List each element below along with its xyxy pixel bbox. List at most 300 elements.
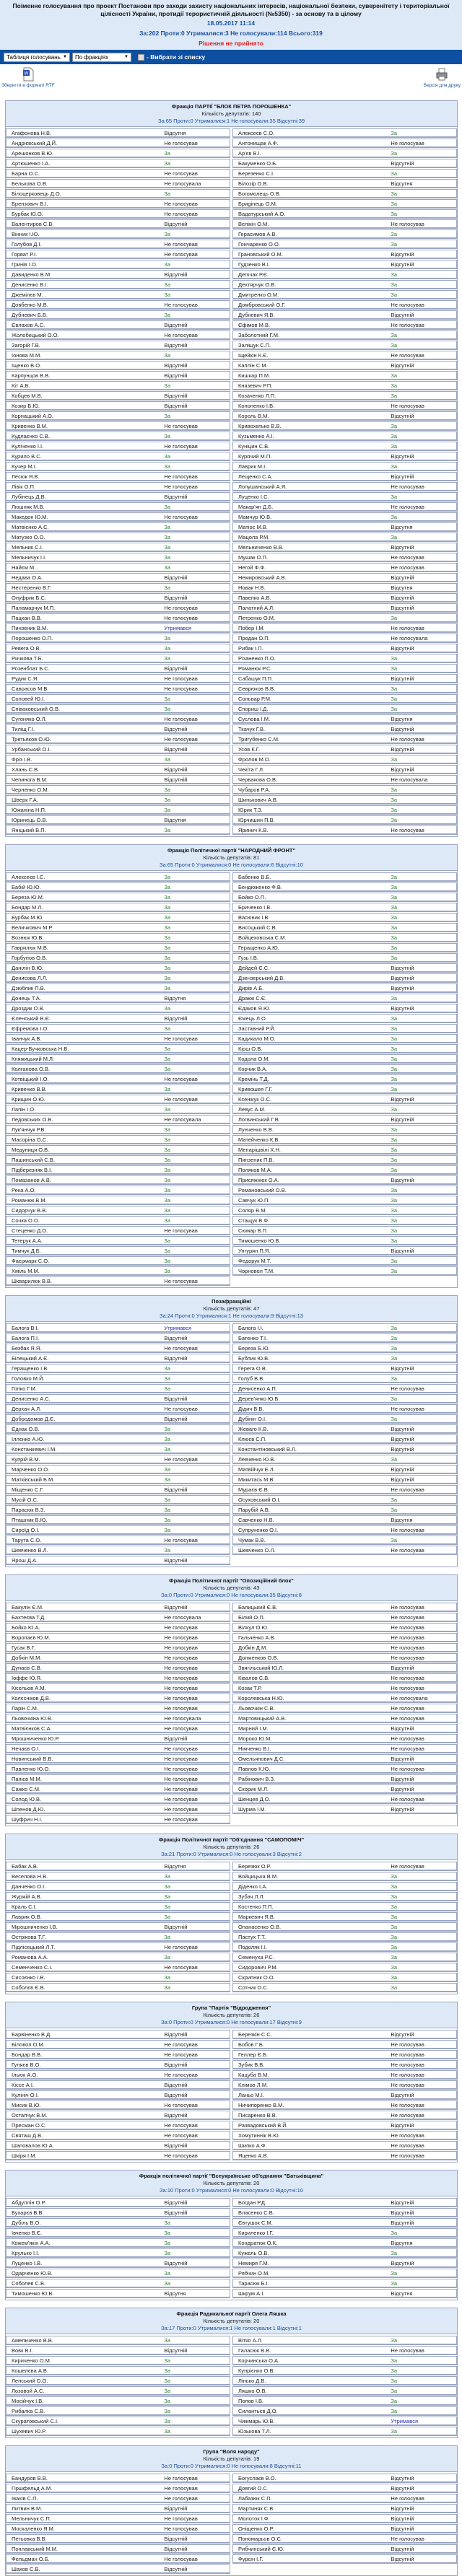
deputy-name: Фурсін І.Г. — [238, 2555, 263, 2562]
deputy-row — [6, 209, 230, 219]
deputy-vote: За — [164, 564, 171, 571]
deputy-row — [6, 1323, 230, 1333]
deputy-vote: Не голосував — [164, 1405, 198, 1412]
deputy-name: Балицький Є.В. — [238, 1603, 278, 1611]
deputy-name: Дерхач А.Л. — [12, 1405, 42, 1412]
deputy-row — [6, 2198, 230, 2207]
deputy-name: Лопушанський А.Я. — [238, 483, 287, 490]
deputy-vote: Відсутній — [164, 1603, 188, 1611]
deputy-name: Маркевич Я.В. — [238, 1913, 275, 1920]
deputy-name: Мороко Ю.М. — [238, 1735, 272, 1742]
deputy-vote: Відсутній — [164, 574, 188, 581]
deputy-vote: Відсутній — [391, 1785, 414, 1792]
deputy-name: Антонищак А.Ф. — [238, 139, 279, 146]
deputy-name: Рябчин О.М. — [238, 2269, 270, 2277]
deputy-name: Семенченко С.І. — [12, 1963, 53, 1971]
deputy-vote: За — [391, 614, 398, 621]
deputy-name: Тригубенко С.М. — [238, 735, 280, 742]
deputy-row — [6, 825, 230, 835]
deputy-name: Петьовка В.В. — [12, 2535, 47, 2542]
deputy-row — [232, 361, 457, 370]
deputy-vote: За — [164, 1126, 171, 1133]
deputy-name: Чижмарь Ю.В. — [238, 2417, 275, 2424]
deputy-name: Яценко А.В. — [238, 2152, 269, 2159]
deputy-name: Попов І.В. — [238, 2397, 264, 2404]
deputy-name: Осуховський О.І. — [238, 1496, 281, 1503]
deputy-row — [6, 1155, 230, 1165]
deputy-row — [6, 2356, 230, 2365]
deputy-row — [6, 2131, 230, 2140]
deputy-name: Величкович М.Р. — [12, 924, 53, 931]
deputy-row — [6, 1135, 230, 1144]
deputy-row — [6, 1024, 230, 1033]
vote-result: Рішення не прийнято — [199, 40, 263, 47]
deputy-vote: За — [391, 1146, 398, 1153]
deputy-vote: За — [164, 954, 171, 961]
deputy-name: Бобов Г.Б. — [238, 2041, 264, 2048]
deputy-row — [232, 2376, 457, 2386]
deputy-vote: Не голосував — [391, 2142, 424, 2149]
deputy-vote: За — [164, 159, 171, 167]
deputy-vote: За — [391, 1506, 398, 1513]
deputy-vote: Не голосував — [164, 1943, 198, 1950]
deputy-row — [6, 2218, 230, 2227]
deputy-name: Алексеєв І.С. — [12, 873, 45, 880]
deputy-vote: Відсутній — [164, 1354, 188, 1362]
deputy-row — [232, 512, 457, 522]
deputy-vote: За — [391, 685, 398, 692]
deputy-name: Скорик М.Л. — [238, 1785, 269, 1792]
deputy-name: Бакуменко О.Б. — [238, 159, 278, 167]
deputy-row — [232, 1525, 457, 1535]
deputy-vote: Не голосував — [164, 2051, 198, 2058]
deputy-row — [6, 2259, 230, 2268]
deputy-name: Гузь І.В. — [238, 954, 258, 961]
deputy-row — [6, 381, 230, 390]
deputy-vote: За — [391, 200, 398, 207]
deputy-vote: Не голосував — [164, 250, 198, 258]
deputy-vote: За — [391, 786, 398, 793]
deputy-name: Юринець О.В. — [12, 816, 48, 823]
deputy-name: Пацкан В.В. — [12, 614, 42, 621]
deputy-vote: За — [391, 1536, 398, 1543]
deputy-name: Романова А.А. — [12, 1953, 48, 1961]
deputy-row — [232, 240, 457, 249]
deputy-vote: За — [391, 331, 398, 338]
deputy-row — [6, 2524, 230, 2533]
deputy-vote: Відсутній — [391, 2525, 414, 2532]
deputy-row — [232, 1064, 457, 1074]
deputy-row — [6, 1354, 230, 1363]
deputy-name: Шаповалов Ю.А. — [12, 2142, 54, 2149]
deputy-vote: За — [391, 1903, 398, 1910]
deputy-name: Балога П.І. — [12, 1334, 40, 1341]
deputy-name: Вілкул О.Ю. — [238, 1624, 269, 1631]
deputy-name: Чепинога В.М. — [12, 776, 48, 783]
deputy-row — [232, 933, 457, 942]
deputy-name: Діденко І.А. — [238, 1883, 268, 1890]
deputy-row — [232, 189, 457, 198]
deputy-vote: Не голосував — [164, 1634, 198, 1641]
deputy-name: Івахів С.П. — [12, 2494, 38, 2502]
deputy-name: Кодола О.М. — [238, 1055, 270, 1062]
deputy-vote: За — [164, 634, 171, 641]
deputy-row — [232, 2417, 457, 2426]
deputy-name: Шипко А.Ф. — [238, 2142, 267, 2149]
deputy-row — [6, 1754, 230, 1764]
deputy-vote: Відсутній — [391, 250, 414, 258]
deputy-vote: Відсутній — [391, 974, 414, 981]
deputy-vote: Відсутній — [391, 412, 414, 419]
faction-header — [6, 2002, 457, 2028]
deputy-vote: Відсутня — [164, 1862, 186, 1870]
deputy-vote: Не голосував — [164, 1644, 198, 1651]
deputy-name: Краль С.І. — [12, 1903, 37, 1910]
deputy-name: Кужель О.В. — [238, 2249, 269, 2256]
deputy-row — [232, 654, 457, 663]
deputy-name: Мураєв Є.В. — [238, 1486, 269, 1493]
deputy-name: Білозір О.В. — [238, 180, 269, 187]
deputy-row — [232, 1795, 457, 1804]
view-select[interactable] — [4, 53, 70, 62]
faction-block — [5, 2308, 458, 2438]
deputy-row — [232, 1515, 457, 1525]
deputy-row — [6, 1535, 230, 1545]
deputy-vote: За — [391, 240, 398, 247]
deputy-vote: Не голосувала — [391, 634, 428, 641]
deputy-row — [6, 1414, 230, 1424]
deputy-row — [232, 2336, 457, 2345]
deputy-vote: Відсутній — [391, 1116, 414, 1123]
deputy-row — [6, 330, 230, 340]
deputy-vote: Відсутній — [164, 321, 188, 328]
deputy-row — [232, 421, 457, 431]
deputy-vote: За — [164, 2239, 171, 2246]
deputy-name: Курило В.С. — [12, 452, 42, 460]
deputy-name: Немировський А.В. — [238, 574, 287, 581]
deputy-vote: За — [391, 1913, 398, 1920]
deputy-name: Німченко В.І. — [238, 1745, 271, 1752]
deputy-row — [232, 1963, 457, 1972]
deputy-row — [6, 634, 230, 643]
deputy-row — [6, 913, 230, 922]
deputy-name: Головко М.Й. — [12, 1375, 45, 1382]
deputy-name: Ничипоренко В.М. — [238, 2101, 284, 2108]
deputy-name: Козир Б.Ю. — [12, 402, 40, 409]
deputy-name: Костенко П.П. — [238, 1903, 274, 1910]
deputy-vote: За — [391, 934, 398, 941]
deputy-name: Мельник С.І. — [12, 543, 43, 551]
deputy-row — [232, 1206, 457, 1215]
deputy-name: Юрик Т.З. — [238, 806, 263, 813]
deputy-row — [6, 1455, 230, 1464]
deputy-name: Єленський В.Є. — [12, 1015, 51, 1022]
deputy-name: Лозовой А.С. — [12, 2387, 45, 2394]
deputy-vote: За — [391, 1324, 398, 1331]
deputy-name: Чорновол Т.М. — [238, 1267, 275, 1274]
deputy-row — [6, 1445, 230, 1454]
chevron-down-icon: ▼ — [63, 55, 67, 59]
deputy-name: Єфімов М.В. — [238, 321, 271, 328]
deputy-vote: Не голосував — [164, 513, 198, 520]
deputy-vote: За — [391, 422, 398, 429]
deputy-name: Мамчур Ю.В. — [238, 513, 272, 520]
deputy-row — [6, 361, 230, 370]
deputy-name: Шверк Г.А. — [12, 796, 38, 803]
deputy-vote: Не голосував — [164, 1664, 198, 1671]
deputy-name: Бабенко В.Б. — [238, 873, 271, 880]
deputy-name: Зубач Л.Л. — [238, 1893, 265, 1900]
deputy-row — [6, 2090, 230, 2100]
deputy-name: Соловей Ю.І. — [12, 695, 45, 702]
deputy-row — [6, 943, 230, 952]
deputy-row — [6, 735, 230, 744]
deputy-row — [232, 1724, 457, 1733]
faction-deputy-count: Кількість депутатів: 20 — [203, 2180, 260, 2186]
deputy-row — [232, 2534, 457, 2544]
deputy-name: Пинзеник В.М. — [12, 624, 48, 631]
deputy-row — [6, 745, 230, 754]
deputy-row — [232, 1216, 457, 1225]
faction-name: Фракція Політичної партії "НАРОДНИЙ ФРОНТ" — [167, 847, 296, 854]
deputy-name: Левус А.М. — [238, 1105, 266, 1113]
deputy-row — [232, 1603, 457, 1612]
deputy-vote: За — [391, 2229, 398, 2236]
deputy-vote: За — [391, 1085, 398, 1092]
deputy-name: Льовочкін С.В. — [238, 1704, 275, 1712]
deputy-name: Павленко Ю.О. — [12, 1765, 51, 1772]
deputy-row — [232, 1085, 457, 1094]
deputy-row — [232, 553, 457, 562]
deputy-vote: За — [164, 1085, 171, 1092]
deputy-name: Стащук В.Ф. — [238, 1217, 270, 1224]
deputy-row — [232, 320, 457, 330]
deputy-name: Бойко Ю.А. — [12, 1624, 40, 1631]
deputy-name: Княжицький М.Л. — [12, 1055, 55, 1062]
faction-name: Група "Воля народу" — [203, 2448, 260, 2455]
deputy-vote: За — [391, 1344, 398, 1351]
deputy-vote: За — [164, 190, 171, 197]
deputy-name: Черненко О.М. — [12, 786, 49, 793]
printer-icon — [435, 67, 448, 82]
deputy-name: Мусій О.С. — [12, 1496, 39, 1503]
deputy-name: Севрюков В.В. — [238, 685, 276, 692]
deputy-name: Одарченко Ю.В. — [12, 2269, 53, 2277]
deputy-name: Рибак І.П. — [238, 644, 263, 652]
deputy-name: Лещенко С.А. — [238, 473, 273, 480]
faction-block — [5, 1295, 458, 1567]
group-select[interactable] — [72, 53, 131, 62]
deputy-row — [232, 1236, 457, 1245]
deputy-row — [6, 1165, 230, 1175]
deputy-name: Савченко Н.В. — [238, 1516, 274, 1523]
deputy-name: Єдаков Я.Ю. — [238, 1004, 271, 1012]
deputy-row — [6, 775, 230, 784]
deputy-row — [232, 623, 457, 633]
save-rtf-button[interactable] — [1, 67, 55, 93]
deputy-name: Данілін В.Ю. — [12, 964, 44, 971]
deputy-row — [232, 1862, 457, 1871]
deputy-vote: Відсутній — [391, 725, 414, 732]
deputy-name: Рибчинський Є.Ю. — [238, 2545, 285, 2552]
deputy-name: Білий О.П. — [238, 1613, 265, 1621]
deputy-row — [232, 1932, 457, 1942]
deputy-name: Лабазюк С.П. — [238, 2494, 272, 2502]
deputy-vote: За — [391, 1395, 398, 1402]
deputy-name: Каплін С.М. — [238, 362, 268, 369]
deputy-name: Вітко А.Л. — [238, 2336, 263, 2344]
deputy-row — [6, 2376, 230, 2386]
deputy-vote: За — [391, 924, 398, 931]
deputy-row — [232, 2269, 457, 2278]
deputy-row — [232, 543, 457, 552]
deputy-row — [6, 1734, 230, 1743]
deputy-row — [6, 2366, 230, 2375]
deputy-vote: Не голосував — [391, 220, 424, 227]
deputy-row — [232, 472, 457, 481]
deputy-vote: За — [391, 2397, 398, 2404]
deputy-name: Марченко О.О. — [12, 1466, 50, 1473]
deputy-name: Вовк В.І. — [12, 2347, 33, 2354]
deputy-name: Гаврилюк М.В. — [12, 944, 48, 951]
deputy-row — [232, 1912, 457, 1922]
deputy-vote: Не голосував — [164, 1035, 198, 1042]
deputy-row — [232, 462, 457, 471]
deputy-name: Кацуба В.М. — [238, 2071, 269, 2078]
deputy-row — [6, 1515, 230, 1525]
deputy-name: Продан О.П. — [238, 634, 270, 641]
deputy-vote: За — [164, 1973, 171, 1981]
deputy-vote: Відсутній — [391, 543, 414, 551]
deputy-row — [6, 310, 230, 320]
deputy-vote: За — [164, 382, 171, 389]
deputy-vote: Не голосував — [164, 1227, 198, 1234]
choose-from-list-checkbox[interactable] — [138, 54, 144, 61]
deputy-vote: Відсутній — [391, 1755, 414, 1762]
deputy-row — [6, 1246, 230, 1256]
deputy-row — [232, 714, 457, 724]
deputy-vote: За — [164, 2407, 171, 2414]
deputy-row — [6, 1795, 230, 1804]
deputy-row — [232, 1653, 457, 1662]
deputy-row — [232, 179, 457, 188]
faction-block — [5, 100, 458, 837]
deputy-row — [232, 1546, 457, 1555]
deputy-name: Шахов С.В. — [12, 2565, 40, 2572]
deputy-name: Сугоняко О.Л. — [12, 715, 47, 722]
print-version-button[interactable] — [424, 67, 461, 93]
deputy-name: Романюк В.М. — [12, 1196, 47, 1204]
deputy-name: Матвієнко А.С. — [12, 523, 49, 530]
deputy-row — [232, 1495, 457, 1504]
deputy-row — [6, 1424, 230, 1434]
faction-deputy-count: Кількість депутатів: 26 — [203, 1844, 260, 1850]
deputy-vote: Відсутній — [164, 2061, 188, 2068]
deputy-row — [232, 664, 457, 673]
faction-header — [6, 2308, 457, 2334]
deputy-row — [6, 2248, 230, 2258]
deputy-vote: Відсутня — [391, 1516, 413, 1523]
deputy-vote: За — [391, 1156, 398, 1163]
deputy-vote: Не голосував — [164, 2484, 198, 2492]
deputy-row — [6, 872, 230, 882]
deputy-name: Семенуха Р.С. — [238, 1953, 274, 1961]
deputy-row — [6, 1892, 230, 1901]
deputy-name: Лунченко В.В. — [238, 1126, 274, 1133]
deputy-vote: За — [164, 924, 171, 931]
deputy-name: Денисенко А.П. — [238, 1385, 277, 1392]
deputy-name: Новак Н.В. — [238, 584, 266, 591]
deputy-vote: За — [164, 755, 171, 763]
deputy-vote: За — [164, 584, 171, 591]
deputy-row — [6, 644, 230, 653]
deputy-row — [6, 351, 230, 360]
deputy-name: Паламарчук М.П. — [12, 604, 56, 611]
deputy-name: Тимошенко Ю.В. — [238, 1237, 281, 1244]
deputy-name: Купрієнко О.В. — [238, 2367, 275, 2374]
deputy-row — [232, 169, 457, 178]
deputy-name: Бриченко І.В. — [238, 903, 272, 911]
deputy-name: Побер І.М. — [238, 624, 265, 631]
deputy-row — [232, 983, 457, 993]
deputy-row — [232, 805, 457, 815]
deputy-name: Геращенко І.В. — [12, 1364, 49, 1372]
deputy-name: Мельниченко В.В. — [238, 543, 284, 551]
deputy-vote: Відсутній — [164, 1415, 188, 1422]
deputy-row — [232, 341, 457, 350]
deputy-name: Білецький А.Є. — [12, 1354, 49, 1362]
deputy-row — [232, 923, 457, 932]
deputy-name: Недава О.А. — [12, 574, 43, 581]
deputy-vote: За — [391, 1354, 398, 1362]
group-select-value: По фракціях — [75, 53, 109, 61]
deputy-row — [232, 2494, 457, 2503]
deputy-vote: Не голосував — [391, 1546, 424, 1554]
deputy-row — [232, 2121, 457, 2130]
deputy-row — [232, 1024, 457, 1033]
deputy-vote: Утримався — [391, 2417, 419, 2424]
deputy-name: Лапін І.О. — [12, 1105, 36, 1113]
deputy-name: Сольвар Р.М. — [238, 695, 272, 702]
deputy-name: Іонова М.М. — [12, 351, 42, 359]
deputy-vote: Відсутній — [164, 372, 188, 379]
deputy-row — [232, 2070, 457, 2080]
deputy-name: Червакова О.В. — [238, 776, 278, 783]
deputy-row — [6, 1434, 230, 1444]
deputy-name: Деmчак Р.Є. — [238, 271, 269, 278]
deputy-row — [6, 1963, 230, 1972]
deputies-grid — [6, 127, 457, 836]
deputy-vote: Не голосував — [391, 139, 424, 146]
deputy-vote: За — [164, 1156, 171, 1163]
deputy-vote: Не голосував — [164, 1624, 198, 1631]
deputies-grid — [6, 2196, 457, 2300]
deputy-vote: За — [391, 1883, 398, 1890]
deputy-row — [6, 2396, 230, 2406]
deputy-name: Бабак А.В. — [12, 1862, 38, 1870]
deputy-vote: Відсутній — [391, 452, 414, 460]
deputy-name: Помазанов А.В. — [12, 1176, 51, 1183]
deputy-vote: За — [391, 1963, 398, 1971]
deputy-name: Дирів А.Б. — [238, 984, 264, 991]
faction-vote-stats: За:0 Проти:0 Утрималися:0 Не голосували:8 Відсутні:11 — [161, 2463, 302, 2469]
deputy-vote: За — [164, 1375, 171, 1382]
deputy-vote: За — [391, 1065, 398, 1072]
deputy-vote: За — [391, 1126, 398, 1133]
save-rtf-label: Зберегти в форматі RTF — [1, 83, 55, 88]
deputy-vote: За — [164, 914, 171, 921]
deputy-vote: Не голосував — [391, 1405, 424, 1412]
